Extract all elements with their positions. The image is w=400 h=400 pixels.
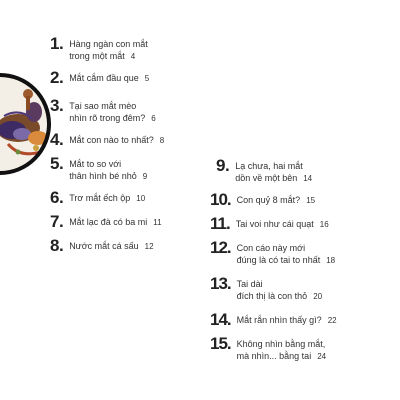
- toc-page-number: 24: [317, 352, 327, 361]
- toc-entry-2[interactable]: [50, 70, 149, 86]
- toc-title-line: đúng là có tai to nhất 18: [236, 255, 336, 265]
- toc-number: 13.: [210, 274, 231, 293]
- toc-number: 1.: [50, 34, 64, 53]
- toc-entry-12[interactable]: [210, 240, 335, 267]
- toc-title-line: đích thị là con thỏ 20: [236, 291, 323, 301]
- toc-entry-10[interactable]: [210, 192, 315, 208]
- toc-page-number: 15: [306, 196, 316, 205]
- toc-page-number: 18: [326, 256, 336, 265]
- toc-page-number: 5: [144, 74, 150, 83]
- toc-page-number: 8: [159, 136, 165, 145]
- toc-entry-11[interactable]: [210, 216, 329, 232]
- toc-title-line: thân hình bé nhỏ 9: [69, 171, 148, 181]
- toc-entry-9[interactable]: [216, 158, 312, 185]
- toc-title-line: nhìn rõ trong đêm? 6: [69, 113, 156, 123]
- toc-title-line: Lạ chưa, hai mắt: [235, 161, 303, 171]
- toc-page-number: 9: [142, 172, 148, 181]
- toc-title-line: mà nhìn... bằng tai 24: [236, 351, 327, 361]
- toc-number: 4.: [50, 130, 64, 149]
- toc-number: 8.: [50, 236, 64, 255]
- toc-title-line: Mắt con nào to nhất? 8: [69, 135, 165, 145]
- toc-title-line: Mắt rắn nhìn thấy gì? 22: [236, 315, 337, 325]
- toc-entry-6[interactable]: [50, 190, 145, 206]
- toc-entry-1[interactable]: [50, 36, 148, 63]
- toc-number: 7.: [50, 212, 64, 231]
- toc-entry-5[interactable]: [50, 156, 147, 183]
- toc-number: 6.: [50, 188, 64, 207]
- toc-page-number: 11: [153, 218, 162, 227]
- toc-title-line: Không nhìn bằng mắt,: [236, 339, 326, 349]
- insect-illustration-icon: [0, 72, 52, 176]
- toc-page-number: 12: [144, 242, 154, 251]
- toc-number: 11.: [210, 214, 230, 233]
- toc-number: 2.: [50, 68, 64, 87]
- toc-entry-3[interactable]: [50, 98, 156, 125]
- toc-title-line: Tại sao mắt mèo: [69, 101, 137, 111]
- toc-page-number: 20: [313, 292, 323, 301]
- toc-entry-4[interactable]: [50, 132, 164, 148]
- toc-entry-8[interactable]: [50, 238, 154, 254]
- toc-title-line: Hàng ngàn con mắt: [69, 39, 148, 49]
- toc-title-line: Con cáo này mới: [236, 243, 306, 253]
- toc-entry-15[interactable]: [210, 336, 326, 363]
- toc-number: 12.: [210, 238, 231, 257]
- toc-title-line: Con quỷ 8 mắt? 15: [236, 195, 316, 205]
- toc-title-line: dồn về một bên 14: [235, 173, 313, 183]
- toc-entry-13[interactable]: [210, 276, 322, 303]
- toc-title-line: Nước mắt cá sấu 12: [69, 241, 154, 251]
- toc-number: 15.: [210, 334, 231, 353]
- toc-number: 9.: [216, 156, 230, 175]
- toc-title-line: Tai voi như cái quạt 16: [235, 219, 329, 229]
- toc-number: 5.: [50, 154, 64, 173]
- toc-title-line: Mắt cắm đầu que 5: [69, 73, 150, 83]
- toc-page-number: 6: [151, 114, 156, 123]
- toc-page-number: 14: [303, 174, 313, 183]
- toc-number: 10.: [210, 190, 231, 209]
- toc-title-line: Trơ mắt ếch ộp 10: [69, 193, 146, 203]
- toc-title-line: Mắt lạc đà có ba mi 11: [69, 217, 162, 227]
- toc-page-number: 10: [136, 194, 146, 203]
- toc-number: 14.: [210, 310, 231, 329]
- toc-entry-7[interactable]: [50, 214, 162, 230]
- toc-title-line: trong một mắt 4: [69, 51, 136, 61]
- toc-page-number: 4: [130, 52, 136, 61]
- toc-title-line: Tai dài: [236, 279, 263, 289]
- toc-page-number: 16: [319, 220, 329, 229]
- toc-entry-14[interactable]: [210, 312, 337, 328]
- toc-number: 3.: [50, 96, 64, 115]
- toc-page-number: 22: [327, 316, 337, 325]
- toc-title-line: Mắt to so với: [69, 159, 122, 169]
